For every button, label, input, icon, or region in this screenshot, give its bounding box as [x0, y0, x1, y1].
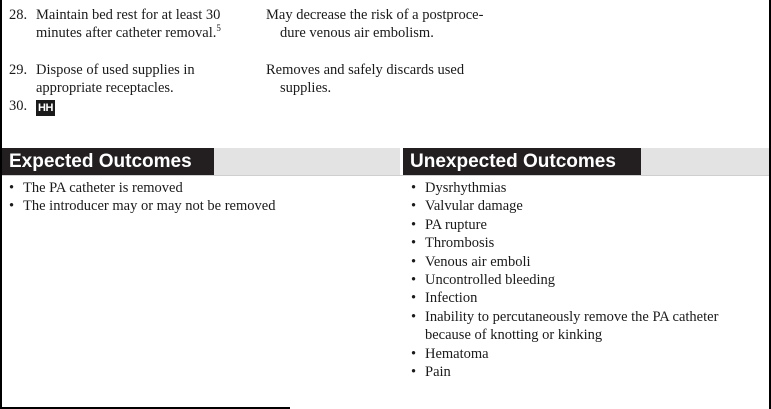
bullet-icon: •	[411, 308, 417, 325]
unexpected-outcomes-list	[411, 179, 756, 381]
list-item-text: Venous air emboli	[425, 253, 531, 270]
list-item	[411, 253, 756, 271]
citation-superscript: 5	[216, 23, 221, 33]
step-text: Dispose of used supplies in appropriate receptacles.	[36, 62, 195, 96]
list-item-text: Uncontrolled bleeding	[425, 272, 556, 289]
step-number: 29.	[9, 62, 28, 78]
list-item	[9, 197, 394, 215]
list-item-text: Infection	[425, 290, 478, 307]
list-item	[411, 289, 756, 307]
procedure-step-29	[0, 61, 260, 97]
list-item-text: Pain	[425, 364, 451, 381]
list-item-text: Hematoma	[425, 345, 489, 362]
bullet-icon: •	[411, 180, 417, 196]
bullet-icon: •	[411, 253, 417, 270]
rationale-line: Removes and safely discards used	[266, 62, 465, 78]
rationale-line: dure venous air embolism.	[280, 25, 434, 41]
list-item	[411, 216, 756, 234]
step-number: 30.	[9, 98, 28, 114]
section-title: Unexpected Outcomes	[403, 148, 641, 175]
bullet-icon: •	[411, 272, 417, 289]
bullet-icon: •	[411, 216, 417, 233]
list-item	[411, 179, 756, 197]
step-29-rationale	[266, 61, 516, 97]
unexpected-outcomes-header	[403, 148, 769, 175]
expected-outcomes-list	[9, 179, 394, 216]
list-item	[9, 179, 394, 197]
bullet-icon: •	[411, 364, 417, 381]
procedure-step-28	[0, 6, 260, 60]
step-text-body: Maintain bed rest for at least 30 minutes after catheter removal.	[36, 7, 221, 41]
list-item-text: The PA catheter is removed	[23, 180, 183, 196]
step-text	[36, 6, 226, 42]
expected-outcomes-header	[2, 148, 400, 175]
list-item	[411, 234, 756, 252]
bullet-icon: •	[411, 198, 417, 215]
list-item-text: PA rupture	[425, 216, 487, 233]
hand-hygiene-icon: HH	[36, 100, 55, 116]
list-item-text: Valvular damage	[425, 198, 523, 215]
bullet-icon: •	[411, 290, 417, 307]
section-title: Expected Outcomes	[2, 148, 214, 175]
rationale-line: supplies.	[280, 80, 332, 96]
rationale-line: May decrease the risk of a postproce-	[266, 7, 484, 23]
list-item	[411, 363, 756, 381]
list-item-text: Dysrhythmias	[425, 180, 507, 196]
list-item	[411, 308, 756, 345]
bullet-icon: •	[411, 345, 417, 362]
list-item	[411, 345, 756, 363]
bullet-icon: •	[411, 235, 417, 252]
list-item-text: Inability to percutaneously remove the PA catheter because of knotting or kinking	[425, 308, 719, 344]
bullet-icon: •	[9, 198, 15, 215]
step-number: 28.	[9, 7, 28, 23]
header-divider	[2, 175, 769, 176]
list-item-text: Thrombosis	[425, 235, 495, 252]
bullet-icon: •	[9, 180, 15, 196]
list-item	[411, 271, 756, 289]
list-item	[411, 197, 756, 215]
list-item-text: The introducer may or may not be removed	[23, 198, 276, 215]
step-28-rationale	[266, 6, 516, 42]
